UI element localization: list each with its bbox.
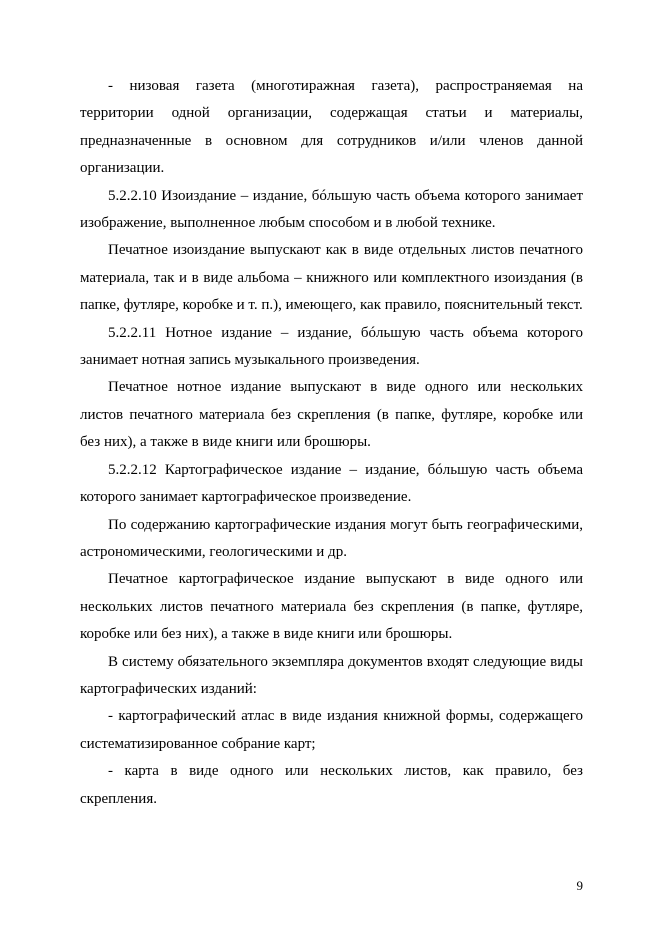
paragraph-printed-music-edition: Печатное нотное издание выпускают в виде одного или нескольких листов печатного материала без скрепления (в папке, футляре, коробке или без них), а также в виде книги или брошюры. bbox=[80, 379, 583, 451]
page-number: 9 bbox=[576, 878, 583, 893]
list-item-cartographic-atlas: - картографический атлас в виде издания книжной формы, содержащего систематизированное собрание карт; bbox=[80, 708, 583, 752]
paragraph-printed-image-edition: Печатное изоиздание выпускают как в виде отдельных листов печатного материала, так и в виде альбома – книжного или комплектного изоиздания (в папке, футляре, коробке и т. п.), имеющего, как правило, пояснительный текст. bbox=[80, 242, 583, 314]
paragraph-5-2-2-11: 5.2.2.11 Нотное издание – издание, бóльшую часть объема которого занимает нотная запись музыкального произведения. bbox=[80, 324, 583, 369]
paragraph-5-2-2-10: 5.2.2.10 Изоиздание – издание, бóльшую часть объема которого занимает изображение, выполненное любым способом и в любой технике. bbox=[80, 187, 583, 232]
paragraph-local-newspaper: - низовая газета (многотиражная газета), распространяемая на территории одной организации, содержащая статьи и материалы, предназначенные в основном для сотрудников и/или членов данной организации. bbox=[80, 78, 583, 177]
paragraph-mandatory-copy-system: В систему обязательного экземпляра документов входят следующие виды картографических изданий: bbox=[80, 653, 583, 697]
paragraph-5-2-2-12: 5.2.2.12 Картографическое издание – издание, бóльшую часть объема которого занимает картографическое произведение. bbox=[80, 461, 583, 506]
document-body bbox=[80, 73, 583, 813]
paragraph-printed-cartographic-edition: Печатное картографическое издание выпускают в виде одного или нескольких листов печатного материала без скрепления (в папке, футляре, коробке или без них), а также в виде книги или брошюры. bbox=[80, 571, 583, 643]
paragraph-cartographic-content: По содержанию картографические издания могут быть географическими, астрономическими, геологическими и др. bbox=[80, 516, 583, 560]
list-item-map: - карта в виде одного или нескольких листов, как правило, без скрепления. bbox=[80, 763, 583, 807]
